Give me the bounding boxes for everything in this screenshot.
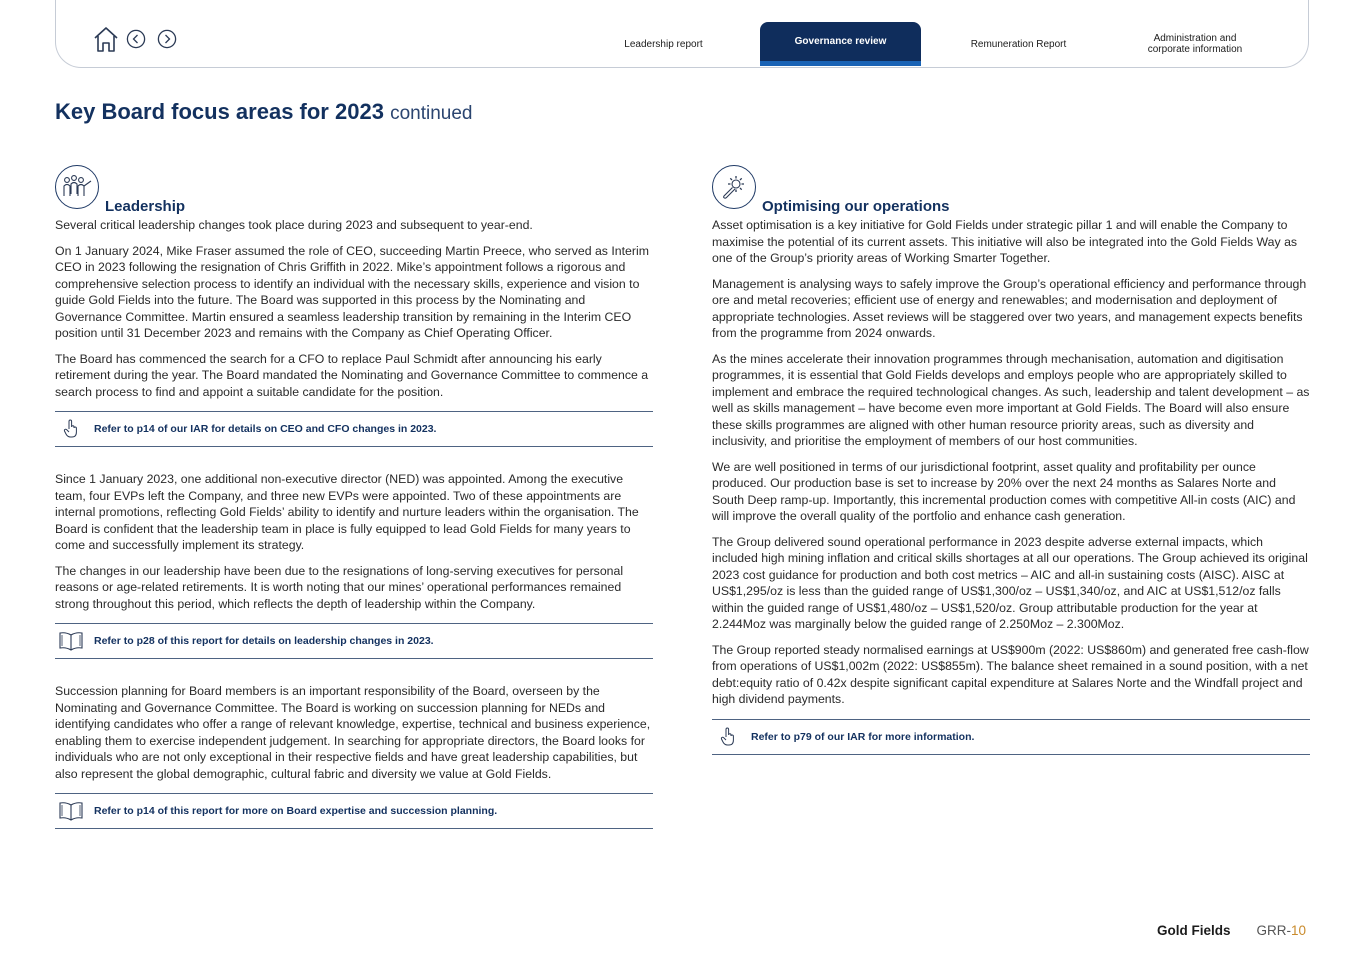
people-icon: [55, 165, 99, 209]
back-icon[interactable]: [126, 29, 146, 49]
reference-text[interactable]: Refer to p28 of this report for details on leadership changes in 2023.: [94, 635, 434, 647]
leadership-paragraph-1: Several critical leadership changes took place during 2023 and subsequent to year-end.: [55, 218, 533, 232]
leadership-title: Leadership: [105, 198, 186, 215]
leadership-paragraph-5: The changes in our leadership have been due to the resignations of long-serving executives for personal reasons or age-related retirements. It is worth noting that our mines’ operational performances remained strong throughout this period, which reflects the depth of leadership within the Company.: [55, 563, 624, 611]
leadership-paragraph-6: Succession planning for Board members is an important responsibility of the Board, overseen by the Nominating and Governance Committee. The Board is working on succession planning for NEDs and identifying candidates who offer a range of relevant knowledge, expertise, technical and business experience, enabling them to exercise independent judgement. In searching for appropriate directors, the Board looks for individuals who are not only exceptional in their respective fields and have great leadership capabilities, but also represent the global demographic, cultural fabric and diversity we value at Gold Fields.: [55, 684, 651, 781]
page-title: [55, 99, 472, 125]
pointer-hand-icon: [712, 727, 744, 747]
nav-icon-group: [92, 24, 177, 54]
leadership-paragraph-3: The Board has commenced the search for a CFO to replace Paul Schmidt after announcing his early retirement during the year. The Board mandated the Nominating and Governance Committee to commence a search process to find and appoint a suitable candidate for the position.: [55, 351, 649, 399]
page-number: [1256, 923, 1306, 938]
operations-paragraph-3: As the mines accelerate their innovation programmes through mechanisation, automation and digitisation programmes, it is essential that Gold Fields develops and employs people who are appropriately skilled to implement and embrace the required technological changes. As such, leadership and talent development – as well as skills management – have become even more important at Gold Fields. The Board will also ensure these skills programmes are aligned with other human resource priority areas, such as diversity and inclusivity, and prioritise the employment of members of our host communities.: [712, 351, 1310, 448]
leadership-section: [55, 165, 653, 853]
tab-administration[interactable]: Administration and corporate information: [1147, 33, 1243, 55]
tab-leadership-report[interactable]: Leadership report: [624, 38, 703, 50]
top-navigation: [55, 0, 1309, 68]
gear-wrench-icon: [712, 165, 756, 209]
page-code-prefix: GRR-: [1256, 923, 1291, 938]
operations-paragraph-6: The Group reported steady normalised earnings at US$900m (2022: US$860m) and generated free cash-flow from operations of US$1,002m (2022: US$855m). The balance sheet remained in a sound position, with a net debt:equity ratio of 0.42x despite significant capital expenditure at Salares Norte and the Windfall project and high dividend payments.: [712, 642, 1309, 706]
operations-paragraph-1: Asset optimisation is a key initiative for Gold Fields under strategic pillar 1 and will enable the Company to maximise the potential of its current assets. This initiative will also be integrated into the Gold Fields Way as one of the Group’s priority areas of Working Smarter Together.: [712, 218, 1298, 265]
pointer-hand-icon: [55, 419, 87, 439]
footer-brand: Gold Fields: [1156, 923, 1231, 938]
reference-text[interactable]: Refer to p14 of our IAR for details on CEO and CFO changes in 2023.: [94, 423, 437, 435]
operations-header: [712, 165, 1310, 217]
operations-paragraph-2: Management is analysing ways to safely improve the Group’s operational efficiency and performance through ore and metal recoveries; efficient use of energy and renewables; and modernisation and deployment of appropriate technologies. Asset reviews will be staggered over two years, and management expects benefits from the programme from 2024 onwards.: [712, 276, 1307, 340]
reference-callout-iar-p79[interactable]: [712, 719, 1310, 755]
page-title-main: Key Board focus areas for 2023: [55, 99, 384, 124]
tab-remuneration-report[interactable]: Remuneration Report: [970, 38, 1067, 50]
operations-paragraph-5: The Group delivered sound operational performance in 2023 despite adverse external impacts, which included high mining inflation and critical skills shortages at all our operations. The Group achieved its original 2023 cost guidance for production and both cost metrics – AIC and all-in sustaining costs (AISC). AISC at US$1,295/oz is less than the guided range of US$1,300/oz – US$1,340/oz, and AIC at US$1,512/oz falls within the guided range of US$1,480/oz – US$1,520/oz. Group attributable production for the year at 2.244Moz was marginally below the guided range of 2.250Moz – 2.300Moz.: [712, 534, 1308, 631]
leadership-paragraph-4: Since 1 January 2023, one additional non-executive director (NED) was appointed. Among the executive team, four EVPs left the Company, and three new EVPs were appointed. Two of these appointments are internal promotions, reflecting Gold Fields’ ability to identify and nurture leaders within the organisation. The Board is confident that the leadership team in place is fully equipped to lead Gold Fields for many years to come and successfully implement its strategy.: [55, 472, 639, 552]
operations-title: Optimising our operations: [762, 198, 950, 215]
forward-icon[interactable]: [157, 29, 177, 49]
reference-callout-report-p14[interactable]: [55, 793, 653, 829]
reference-callout-report-p28[interactable]: [55, 623, 653, 659]
reference-text[interactable]: Refer to p14 of this report for more on Board expertise and succession planning.: [94, 805, 498, 817]
leadership-paragraph-2: On 1 January 2024, Mike Fraser assumed the role of CEO, succeeding Martin Preece, who served as Interim CEO in 2023 following the resignation of Chris Griffith in 2022. Mike’s appointment follows a rigorous and comprehensive selection process to identify an individual with the necessary skills, experience and vision to guide Gold Fields into the future. The Board was supported in this process by the Nominating and Governance Committee. Martin ensured a seamless leadership transition by remaining in the Interim CEO position until 31 December 2023 and remains with the Company as Chief Operating Officer.: [55, 243, 649, 340]
tab-governance-review[interactable]: Governance review: [760, 22, 921, 66]
page-number-value: 10: [1290, 923, 1306, 938]
reference-text[interactable]: Refer to p79 of our IAR for more information.: [751, 730, 975, 743]
page-footer: [1157, 923, 1306, 938]
leadership-header: [55, 165, 653, 217]
operations-section: [712, 165, 1310, 779]
book-icon: [55, 631, 87, 651]
operations-paragraph-4: We are well positioned in terms of our jurisdictional footprint, asset quality and profitability per ounce produced. Our production base is set to increase by 20% over the next 24 months as Salares Norte and South Deep ramp-up. Importantly, this incremental production comes with competitive All-in costs (AIC) and will improve the overall quality of the portfolio and enhance cash generation.: [712, 459, 1296, 523]
page-title-suffix: continued: [390, 103, 473, 124]
reference-callout-iar-p14[interactable]: [55, 411, 653, 447]
book-icon: [55, 801, 87, 821]
home-icon[interactable]: [92, 24, 120, 54]
